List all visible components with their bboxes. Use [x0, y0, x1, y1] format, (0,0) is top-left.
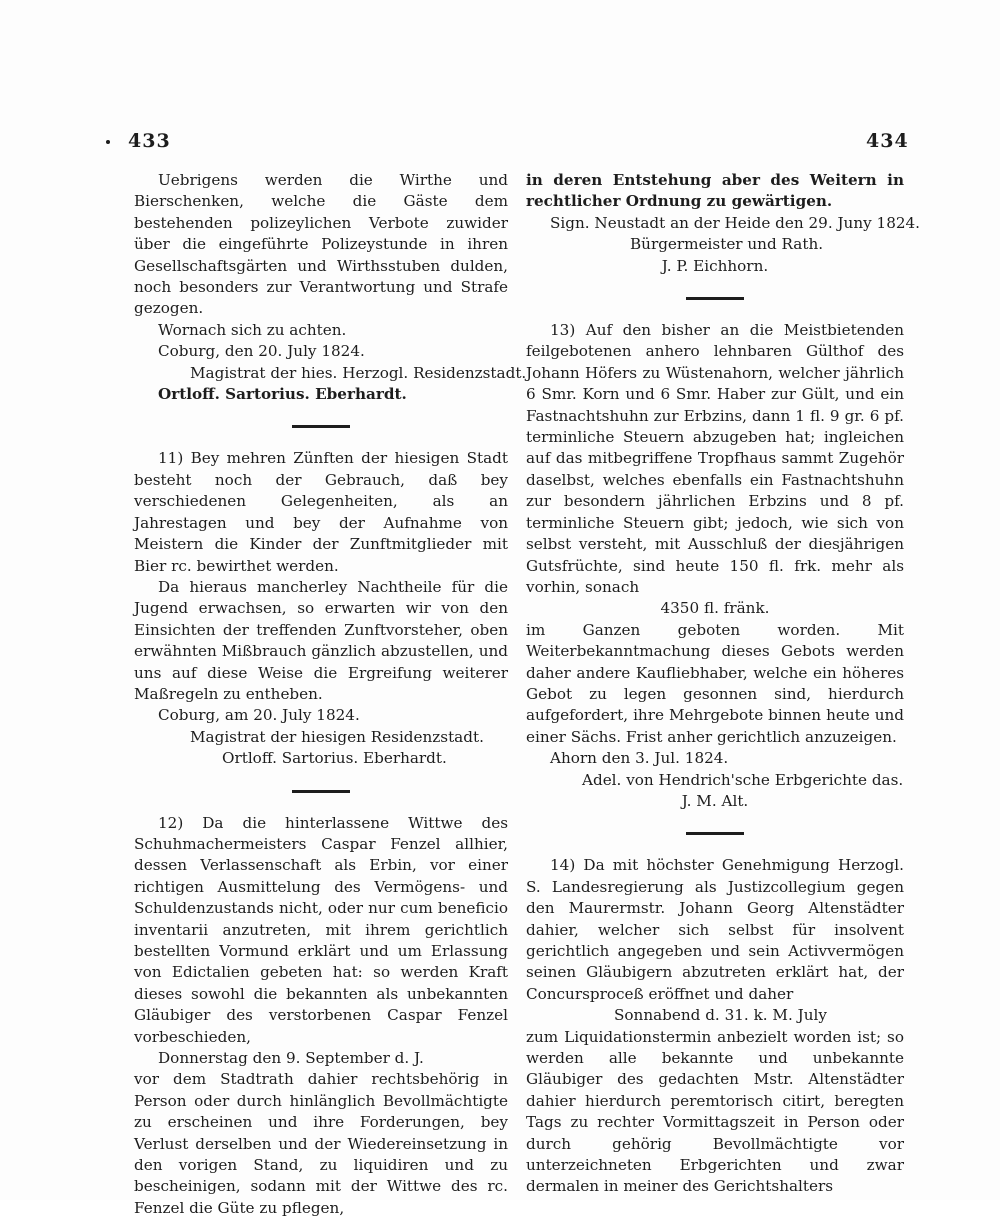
right-column [526, 170, 921, 1198]
notice-12-paragraph-2: vor dem Stadtrath dahier rechtsbehörig in Person oder durch hinlänglich Bevollmächtigte zu erscheinen und ihre Forderungen, bey Verlust derselben und der Wiedereinsetzung in den vorigen Stand, zu liquidiren und zu bescheinigen, sodann mit der Wittwe des rc. Fenzel die Güte zu pflegen, [134, 1070, 508, 1217]
magistrat-line: Magistrat der hies. Herzogl. Residenzstadt. [190, 363, 527, 382]
signatories-line: Ortloff. Sartorius. Eberhardt. [222, 749, 447, 768]
ink-dot [106, 140, 110, 144]
date-line: Ahorn den 3. Jul. 1824. [550, 749, 729, 768]
signatories-line: Ortloff. Sartorius. Eberhardt. [158, 385, 407, 404]
notice-14-date: Sonnabend d. 31. k. M. July [614, 1006, 827, 1025]
amount-line: 4350 fl. fränk. [660, 599, 770, 618]
notice-14-paragraph-2: zum Liquidationstermin anbezielt worden ist; so werden alle bekannte und unbekannte Gläubiger des gedachten Mstr. Altenstädter dahier hierdurch peremtorisch citirt, beregten Tags zu rechter Vormittagszeit in Person oder durch gehörig Bevollmächtigte vor unterzeichneten Erbgerichten und zwar dermalen in meiner des Gerichtshalters [526, 1027, 904, 1196]
notice-11-paragraph: 11) Bey mehren Zünften der hiesigen Stadt besteht noch der Gebrauch, daß bey verschiedenen Gelegenheiten, als an Jahrestagen und bey der Aufnahme von Meistern die Kinder der Zunftmitglieder mit Bier rc. bewirthet werden. [134, 449, 508, 575]
signatory-line: J. M. Alt. [681, 791, 749, 810]
notice-12-paragraph: 12) Da die hinterlassene Wittwe des Schuhmachermeisters Caspar Fenzel allhier, dessen Verlassenschaft als Erbin, vor einer richtigen Ausmittelung des Vermögens- und Schuldenzustands nicht, oder nur cum beneficio inventarii anzutreten, mit ihrem gerichtlich bestellten Vormund erklärt und um Erlassung von Edictalien gebeten hat: so werden Kraft dieses sowohl die bekannten als unbekannten Gläubiger des verstorbenen Caspar Fenzel vorbeschieden, [134, 813, 508, 1046]
page-number-left: 433 [128, 130, 171, 152]
court-line: Adel. von Hendrich'sche Erbgerichte das. [582, 770, 904, 789]
intro-paragraph: Uebrigens werden die Wirthe und Bierschenken, welche die Gäste dem bestehenden polizeylichen Verbote zuwider über die eingeführte Polizeystunde in ihren Gesellschaftsgärten und Wirthsstuben dulden, noch besonders zur Verantwortung und Strafe gezogen. [134, 171, 508, 318]
buergermeister-line: Bürgermeister und Rath. [630, 235, 824, 254]
continuation-paragraph: in deren Entstehung aber des Weitern in rechtlicher Ordnung zu gewärtigen. [526, 171, 904, 211]
notice-11-paragraph-2: Da hieraus mancherley Nachtheile für die Jugend erwachsen, so erwarten wir von den Einsichten der treffenden Zunftvorsteher, oben erwähnten Mißbrauch gänzlich abzustellen, und uns auf diese Weise die Ergreifung weiterer Maßregeln zu entheben. [134, 577, 508, 703]
notice-13-paragraph: 13) Auf den bisher an die Meistbietenden feilgebotenen anhero lehnbaren Gülthof des Johann Höfers zu Wüstenahorn, welcher jährlich 6 Smr. Korn und 6 Smr. Haber zur Gült, und ein Fastnachtshuhn zur Erbzins, dann 1 fl. 9 gr. 6 pf. terminliche Steuern abzugeben hat; ingleichen auf das mitbegriffene Tropfhaus sammt Zugehör daselbst, welches ebenfalls ein Fastnachtshuhn zur besondern jährlichen Erbzins und 8 pf. terminliche Steuern gibt; jedoch, wie sich von selbst versteht, mit Ausschluß der diesjährigen Gutsfrüchte, sind heute 150 fl. frk. mehr als vorhin, sonach [526, 321, 904, 596]
left-column [134, 170, 527, 1219]
date-line: Coburg, den 20. July 1824. [158, 342, 365, 361]
notice-14-paragraph: 14) Da mit höchster Genehmigung Herzogl. S. Landesregierung als Justizcollegium gegen den Maurermstr. Johann Georg Altenstädter dahier, welcher sich selbst für insolvent gerichtlich angegeben und sein Activvermögen seinen Gläubigern abzutreten erklärt hat, der Concursproceß eröffnet und daher [526, 856, 904, 1003]
page-number-right: 434 [866, 130, 909, 152]
wornach-line: Wornach sich zu achten. [158, 320, 347, 339]
sign-line: Sign. Neustadt an der Heide den 29. Juny 1824. [550, 213, 921, 232]
notice-12-date: Donnerstag den 9. September d. J. [158, 1049, 424, 1068]
date-line: Coburg, am 20. July 1824. [158, 706, 360, 725]
notice-13-paragraph-2: im Ganzen geboten worden. Mit Weiterbekanntmachung dieses Gebots werden daher andere Kaufliebhaber, welche ein höheres Gebot zu legen gesonnen sind, hierdurch aufgefordert, ihre Mehrgebote binnen heute und einer Sächs. Frist anher gerichtlich anzuzeigen. [526, 620, 904, 746]
magistrat-line: Magistrat der hiesigen Residenzstadt. [190, 727, 484, 746]
signatory-line: J. P. Eichhorn. [661, 256, 769, 275]
